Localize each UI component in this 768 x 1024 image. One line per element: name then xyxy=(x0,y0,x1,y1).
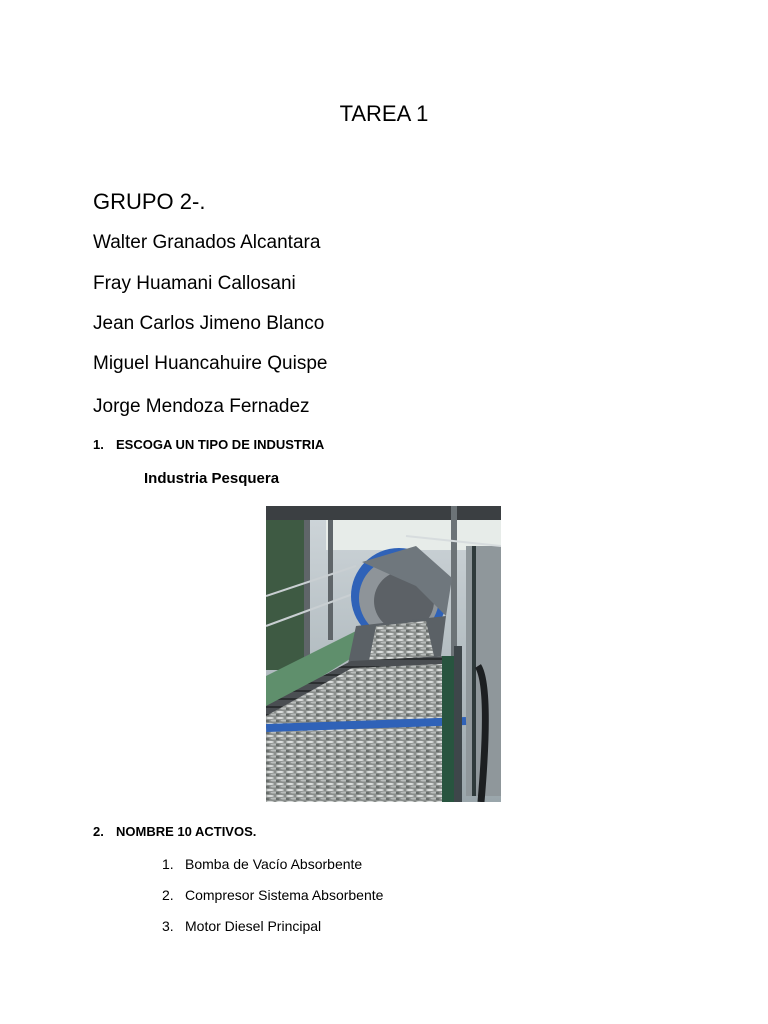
answer-industry: Industria Pesquera xyxy=(144,470,280,487)
member-name: Miguel Huancahuire Quispe xyxy=(93,353,328,374)
group-heading: GRUPO 2-. xyxy=(93,189,206,214)
page-title: TAREA 1 xyxy=(339,101,429,126)
fish-conveyor-photo xyxy=(266,506,501,802)
asset-number: 3. xyxy=(162,918,174,934)
asset-name: Motor Diesel Principal xyxy=(185,918,322,934)
question-1-number: 1. xyxy=(93,437,104,452)
member-name: Jean Carlos Jimeno Blanco xyxy=(93,313,325,334)
asset-number: 1. xyxy=(162,856,174,872)
asset-number: 2. xyxy=(162,887,174,903)
asset-name: Compresor Sistema Absorbente xyxy=(185,887,384,903)
question-1-text: ESCOGA UN TIPO DE INDUSTRIA xyxy=(116,437,325,452)
member-name: Fray Huamani Callosani xyxy=(93,273,296,294)
question-2-number: 2. xyxy=(93,824,104,839)
member-name: Jorge Mendoza Fernadez xyxy=(93,396,310,417)
asset-name: Bomba de Vacío Absorbente xyxy=(185,856,363,872)
member-name: Walter Granados Alcantara xyxy=(93,232,321,253)
question-2-text: NOMBRE 10 ACTIVOS. xyxy=(116,824,257,839)
